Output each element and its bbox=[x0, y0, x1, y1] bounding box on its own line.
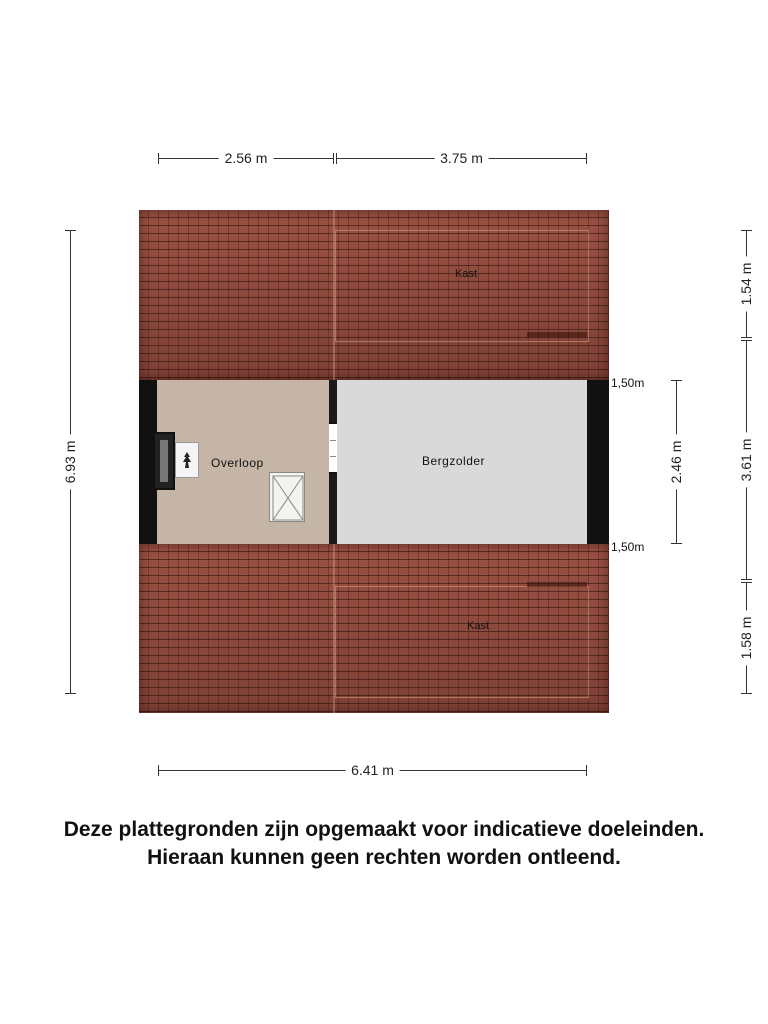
roof-slope-bottom bbox=[139, 544, 609, 713]
room-label-kast-bottom: Kast bbox=[467, 620, 490, 632]
dimension-left-total-label: 6.93 m bbox=[62, 435, 78, 490]
dimension-top-right bbox=[336, 152, 587, 164]
height-mark-lower: 1,50m bbox=[611, 540, 645, 554]
roof-seam bbox=[333, 544, 335, 713]
dimension-right-middle bbox=[740, 340, 752, 580]
dimension-inner-height bbox=[670, 380, 682, 544]
dimension-right-middle-label: 3.61 m bbox=[738, 433, 754, 488]
kast-top-outline bbox=[335, 230, 589, 342]
dimension-left-total bbox=[64, 230, 76, 694]
room-label-bergzolder: Bergzolder bbox=[422, 454, 486, 468]
room-label-kast-top: Kast bbox=[455, 268, 478, 280]
boiler-icon bbox=[175, 442, 199, 478]
floor-plan bbox=[139, 210, 609, 713]
dimension-right-top-label: 1.54 m bbox=[738, 257, 754, 312]
disclaimer-line-2: Hieraan kunnen geen rechten worden ontleend. bbox=[147, 846, 621, 869]
dimension-right-bottom-label: 1.58 m bbox=[738, 611, 754, 666]
roof-band bbox=[527, 332, 587, 337]
dimension-bottom-total bbox=[158, 764, 587, 776]
disclaimer-line-1: Deze plattegronden zijn opgemaakt voor indicatieve doeleinden. bbox=[63, 818, 705, 841]
dimension-right-bottom bbox=[740, 582, 752, 694]
dimension-right-top bbox=[740, 230, 752, 338]
roof-seam bbox=[333, 210, 335, 380]
height-mark-upper: 1,50m bbox=[611, 376, 645, 390]
roof-band bbox=[527, 582, 587, 587]
dimension-inner-height-label: 2.46 m bbox=[668, 435, 684, 490]
dimension-bottom-total-label: 6.41 m bbox=[345, 762, 400, 778]
attic-floor-row bbox=[139, 380, 609, 544]
room-label-overloop: Overloop bbox=[211, 456, 264, 470]
dimension-top-right-label: 3.75 m bbox=[434, 150, 489, 166]
chimney bbox=[153, 432, 175, 490]
kast-bottom-outline bbox=[335, 586, 589, 698]
door-opening bbox=[329, 422, 337, 474]
stair-hatch-icon bbox=[269, 472, 305, 522]
dimension-top-left-label: 2.56 m bbox=[219, 150, 274, 166]
dimension-top-left bbox=[158, 152, 334, 164]
roof-slope-top bbox=[139, 210, 609, 380]
